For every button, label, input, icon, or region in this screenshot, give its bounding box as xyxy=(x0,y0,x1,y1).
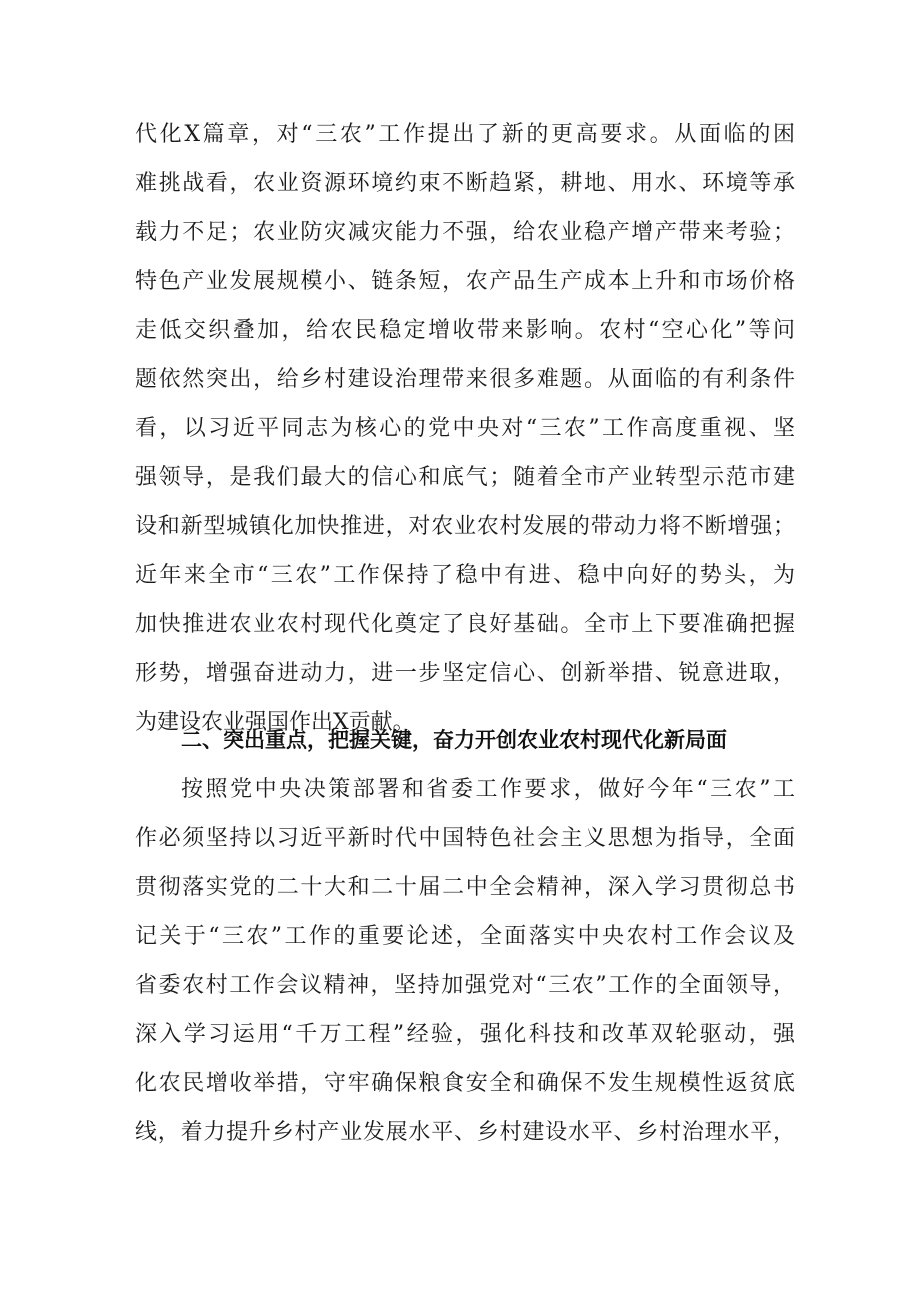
section-heading: 二、突出重点，把握关键，奋力开创农业农村现代化新局面 xyxy=(181,728,727,752)
paragraph-2-line: 化农民增收举措，守牢确保粮食安全和确保不发生规模性返贫底 xyxy=(135,1071,795,1096)
paragraph-1-line: 看，以习近平同志为核心的党中央对“三农”工作高度重视、坚 xyxy=(135,416,795,441)
paragraph-1-line: 加快推进农业农村现代化奠定了良好基础。全市上下要准确把握 xyxy=(135,612,795,637)
paragraph-1-line: 形势，增强奋进动力，进一步坚定信心、创新举措、锐意进取， xyxy=(135,661,795,686)
paragraph-1-line: 设和新型城镇化加快推进，对农业农村发展的带动力将不断增强； xyxy=(135,514,795,539)
paragraph-1-line: 代化X篇章，对“三农”工作提出了新的更高要求。从面临的困 xyxy=(135,122,795,147)
paragraph-1-line: 难挑战看，农业资源环境约束不断趋紧，耕地、用水、环境等承 xyxy=(135,171,795,196)
paragraph-1-line: 为建设农业强国作出X贡献。 xyxy=(135,710,415,735)
paragraph-1-line: 强领导，是我们最大的信心和底气；随着全市产业转型示范市建 xyxy=(135,465,795,490)
paragraph-2-line: 记关于“三农”工作的重要论述，全面落实中央农村工作会议及 xyxy=(135,924,795,949)
paragraph-2 xyxy=(135,765,795,1157)
paragraph-1-line: 载力不足；农业防灾减灾能力不强，给农业稳产增产带来考验； xyxy=(135,220,795,245)
paragraph-1-line: 走低交织叠加，给农民稳定增收带来影响。农村“空心化”等问 xyxy=(135,318,795,343)
paragraph-2-line: 按照党中央决策部署和省委工作要求，做好今年“三农”工 xyxy=(181,777,795,802)
paragraph-2-line: 深入学习运用“千万工程”经验，强化科技和改革双轮驱动，强 xyxy=(135,1022,795,1047)
paragraph-1-line: 近年来全市“三农”工作保持了稳中有进、稳中向好的势头，为 xyxy=(135,563,795,588)
paragraph-1-line: 特色产业发展规模小、链条短，农产品生产成本上升和市场价格 xyxy=(135,269,795,294)
paragraph-2-line: 作必须坚持以习近平新时代中国特色社会主义思想为指导，全面 xyxy=(135,826,795,851)
paragraph-1 xyxy=(135,110,795,747)
paragraph-2-line: 贯彻落实党的二十大和二十届二中全会精神，深入学习贯彻总书 xyxy=(135,875,795,900)
paragraph-2-line: 省委农村工作会议精神，坚持加强党对“三农”工作的全面领导， xyxy=(135,973,795,998)
paragraph-1-line: 题依然突出，给乡村建设治理带来很多难题。从面临的有利条件 xyxy=(135,367,795,392)
paragraph-2-line: 线，着力提升乡村产业发展水平、乡村建设水平、乡村治理水平， xyxy=(135,1120,795,1145)
